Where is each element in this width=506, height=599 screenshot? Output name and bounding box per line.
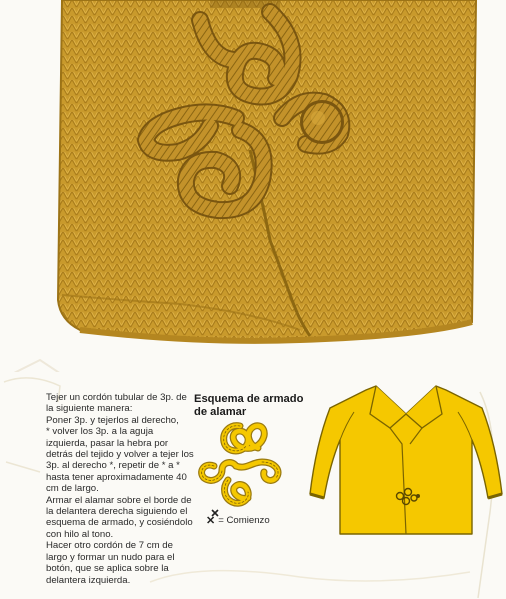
- alamar-diagram: [192, 418, 302, 518]
- diagram-legend: [206, 514, 270, 527]
- diagram-title: Esquema de armado de alamar: [194, 393, 304, 418]
- jacket-illustration: [306, 384, 506, 540]
- start-mark-icon: ✕: [206, 515, 216, 527]
- instructions-text: Tejer un cordón tubular de 3p. de la siguiente manera: Poner 3p. y tejerlos al derecho, * volver los 3p. a la aguja izquierda, pasar la hebra por detrás del tejido y volver a tejer los 3p. al derecho *, repetir de * a * hasta tener aproximadamente 40 cm de largo. Armar el alamar sobre el borde de la delantera derecha siguiendo el esquema de armado, y cosiéndolo con hilo al tono. Hacer otro cordón de 7 cm de largo y formar un nudo para el botón, que se aplica sobre la delantera izquierda.: [46, 392, 194, 586]
- legend-label: = Comienzo: [218, 515, 270, 526]
